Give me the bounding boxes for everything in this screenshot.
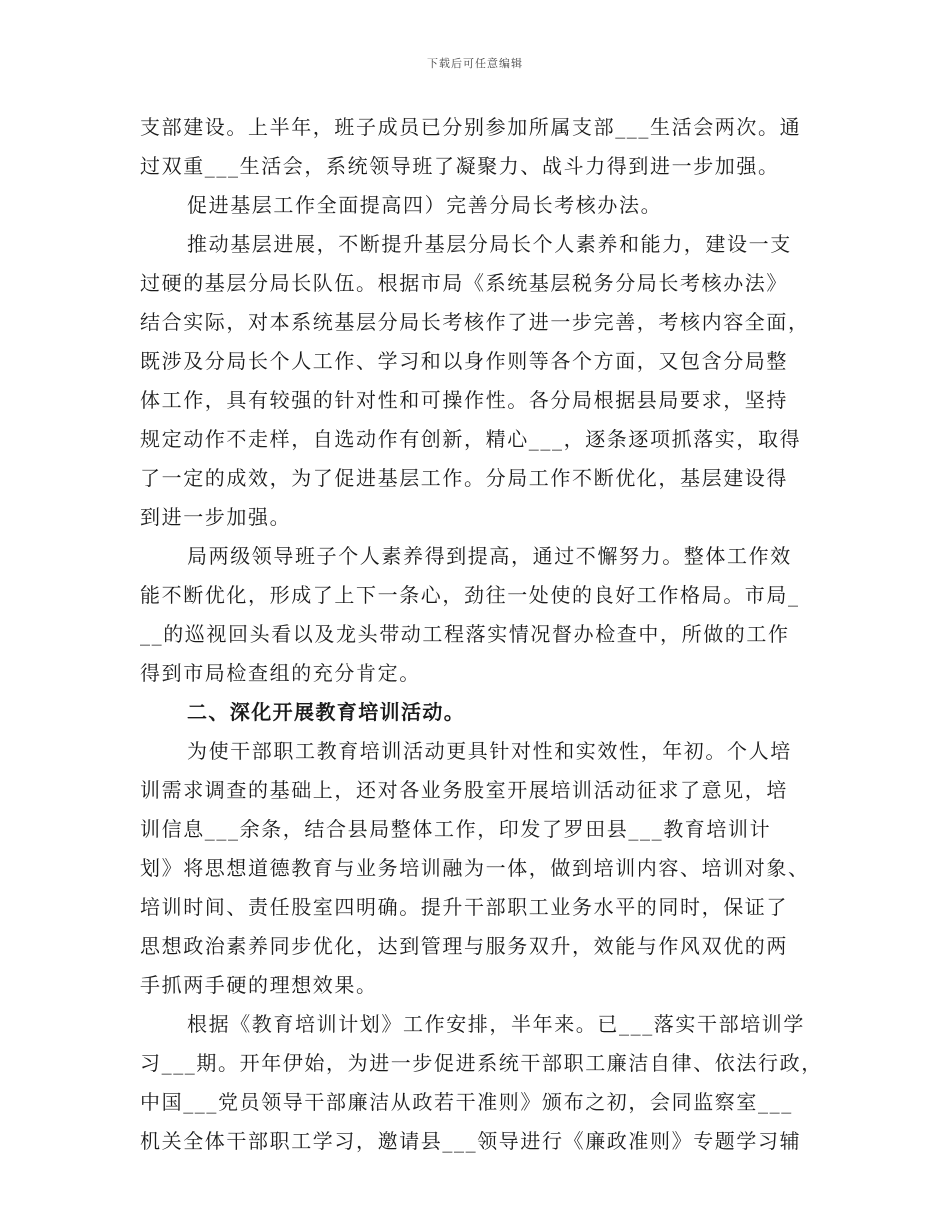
text-line: 局两级领导班子个人素养得到提高，通过不懈努力。整体工作效	[187, 544, 792, 568]
text-line: 为使干部职工教育培训活动更具针对性和实效性，年初。个人培	[187, 739, 792, 763]
text-line: 思想政治素养同步优化，达到管理与服务双升，效能与作风双优的两	[140, 934, 788, 958]
text-line: 手抓两手硬的理想效果。	[140, 973, 378, 997]
text-line: 到进一步加强。	[140, 505, 292, 529]
text-line: 规定动作不走样，自选动作有创新，精心___，逐条逐项抓落实，取得	[140, 427, 802, 451]
text-line: 培训时间、责任股室四明确。提升干部职工业务水平的同时，保证了	[140, 895, 788, 919]
text-line: 能不断优化，形成了上下一条心，劲往一处使的良好工作格局。市局_	[140, 583, 800, 607]
text-line: 习___期。开年伊始，为进一步促进系统干部职工廉洁自律、依法行政，	[140, 1051, 823, 1075]
text-line: 得到市局检查组的充分肯定。	[140, 661, 421, 685]
text-line: 支部建设。上半年，班子成员已分别参加所属支部___生活会两次。通	[140, 115, 802, 139]
section-heading: 二、深化开展教育培训活动。	[187, 700, 466, 724]
text-line: 促进基层工作全面提高四）完善分局长考核办法。	[187, 193, 663, 217]
text-line: 了一定的成效，为了促进基层工作。分局工作不断优化，基层建设得	[140, 466, 788, 490]
page-header: 下载后可任意编辑	[427, 57, 523, 70]
text-line: 既涉及分局长个人工作、学习和以身作则等各个方面，又包含分局整	[140, 349, 788, 373]
text-line: 划》将思想道德教育与业务培训融为一体，做到培训内容、培训对象、	[140, 856, 810, 880]
document-body	[140, 108, 825, 1161]
text-line: 推动基层进展，不断提升基层分局长个人素养和能力，建设一支	[187, 232, 792, 256]
text-line: 过硬的基层分局长队伍。根据市局《系统基层税务分局长考核办法》	[140, 271, 788, 295]
text-line: 结合实际，对本系统基层分局长考核作了进一步完善，考核内容全面，	[140, 310, 810, 334]
text-line: 体工作，具有较强的针对性和可操作性。各分局根据县局要求，坚持	[140, 388, 788, 412]
text-line: 根据《教育培训计划》工作安排，半年来。已___落实干部培训学	[187, 1012, 805, 1036]
text-line: 机关全体干部职工学习，邀请县___领导进行《廉政准则》专题学习辅	[140, 1129, 802, 1153]
text-line: 中国___党员领导干部廉洁从政若干准则》颁布之初，会同监察室___	[140, 1090, 793, 1114]
text-line: __的巡视回头看以及龙头带动工程落实情况督办检查中，所做的工作	[140, 622, 790, 646]
text-line: 训信息___余条，结合县局整体工作，印发了罗田县___教育培训计	[140, 817, 772, 841]
text-line: 训需求调查的基础上，还对各业务股室开展培训活动征求了意见，培	[140, 778, 788, 802]
text-line: 过双重___生活会，系统领导班了凝聚力、战斗力得到进一步加强。	[140, 154, 780, 178]
